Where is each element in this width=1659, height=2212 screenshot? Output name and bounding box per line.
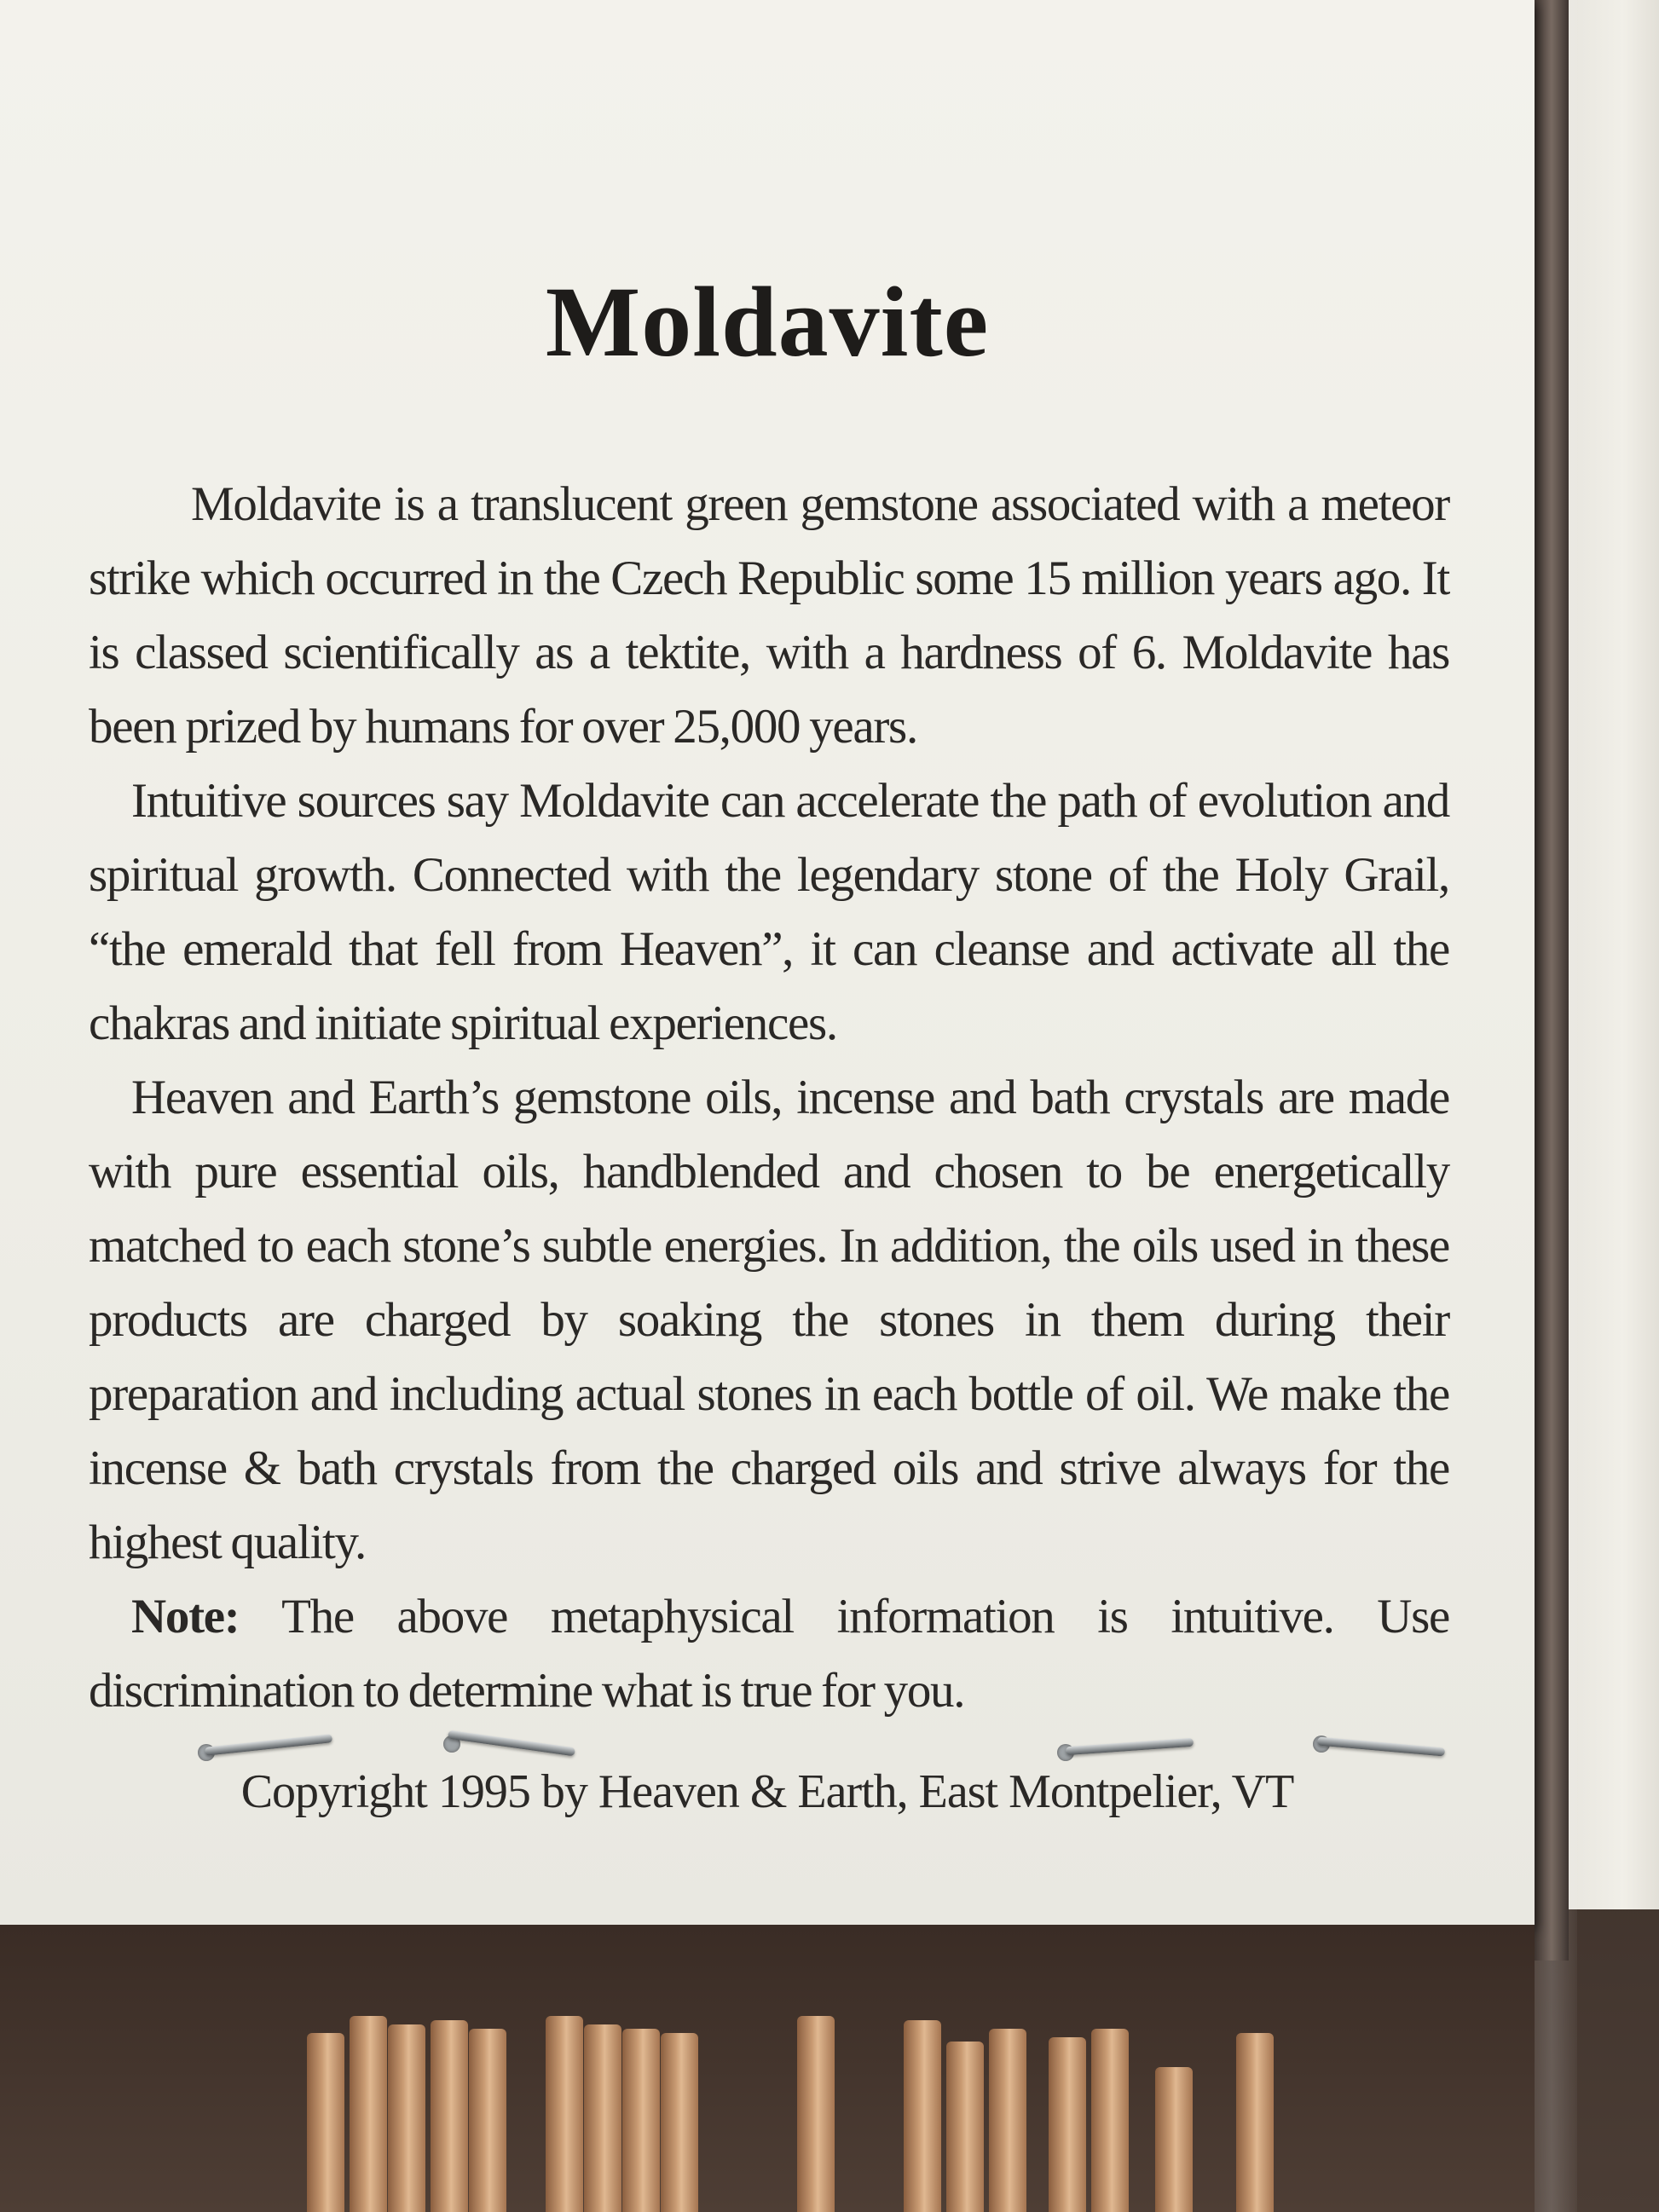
copyright-line: Copyright 1995 by Heaven & Earth, East Montpelier, VT [240,1765,1294,1818]
paragraph-products: Heaven and Earth’s gemstone oils, incense and bath crystals are made with pure essential oils, handblended and chosen to be energetically matched to each stone’s subtle energies. In addition, the oils used in these products are charged by soaking the stones in them during their preparation and including actual stones in each bottle of oil. We make the incense & bath crystals from the charged oils and strive always for the highest quality. [89,1071,1449,1569]
staple [1317,1736,1445,1756]
incense-stick [469,2029,506,2212]
note-label: Note: [131,1590,240,1643]
incense-stick [661,2033,698,2212]
incense-sticks [0,1925,1535,2212]
incense-stick [622,2029,660,2212]
incense-stick [546,2016,583,2212]
card-title: Moldavite [545,266,990,378]
incense-stick [946,2042,984,2212]
incense-stick [1091,2029,1129,2212]
incense-stick [350,2016,387,2212]
paragraph-note [89,1580,1449,1728]
staple [448,1730,575,1757]
incense-stick [431,2020,468,2212]
incense-stick [1236,2033,1274,2212]
adjacent-card [1569,0,1659,1909]
incense-stick [388,2024,425,2212]
card-body [89,467,1449,1728]
incense-stick [307,2033,344,2212]
incense-stick [1155,2067,1193,2212]
paragraph-description: Moldavite is a translucent green gemstone associated with a meteor strike which occurred in the Czech Republic some 15 million years ago. It is classed scientifically as a tektite, with a hardness of 6. Moldavite has been prized by humans for over 25,000 years. [89,477,1449,754]
incense-stick [797,2016,835,2212]
incense-stick [584,2024,621,2212]
paragraph-intuitive: Intuitive sources say Moldavite can accelerate the path of evolution and spiritual growth. Connected with the legendary stone of the Holy Grail, “the emerald that fell from Heaven”, it can cleanse and activate all the chakras and initiate spiritual experiences. [89,774,1449,1050]
note-text: The above metaphysical information is intuitive. Use discrimination to determine what is true for you. [89,1590,1449,1718]
incense-stick [989,2029,1026,2212]
incense-stick [1049,2037,1086,2212]
staple [205,1734,332,1756]
staple [1066,1738,1194,1755]
incense-stick [904,2020,941,2212]
